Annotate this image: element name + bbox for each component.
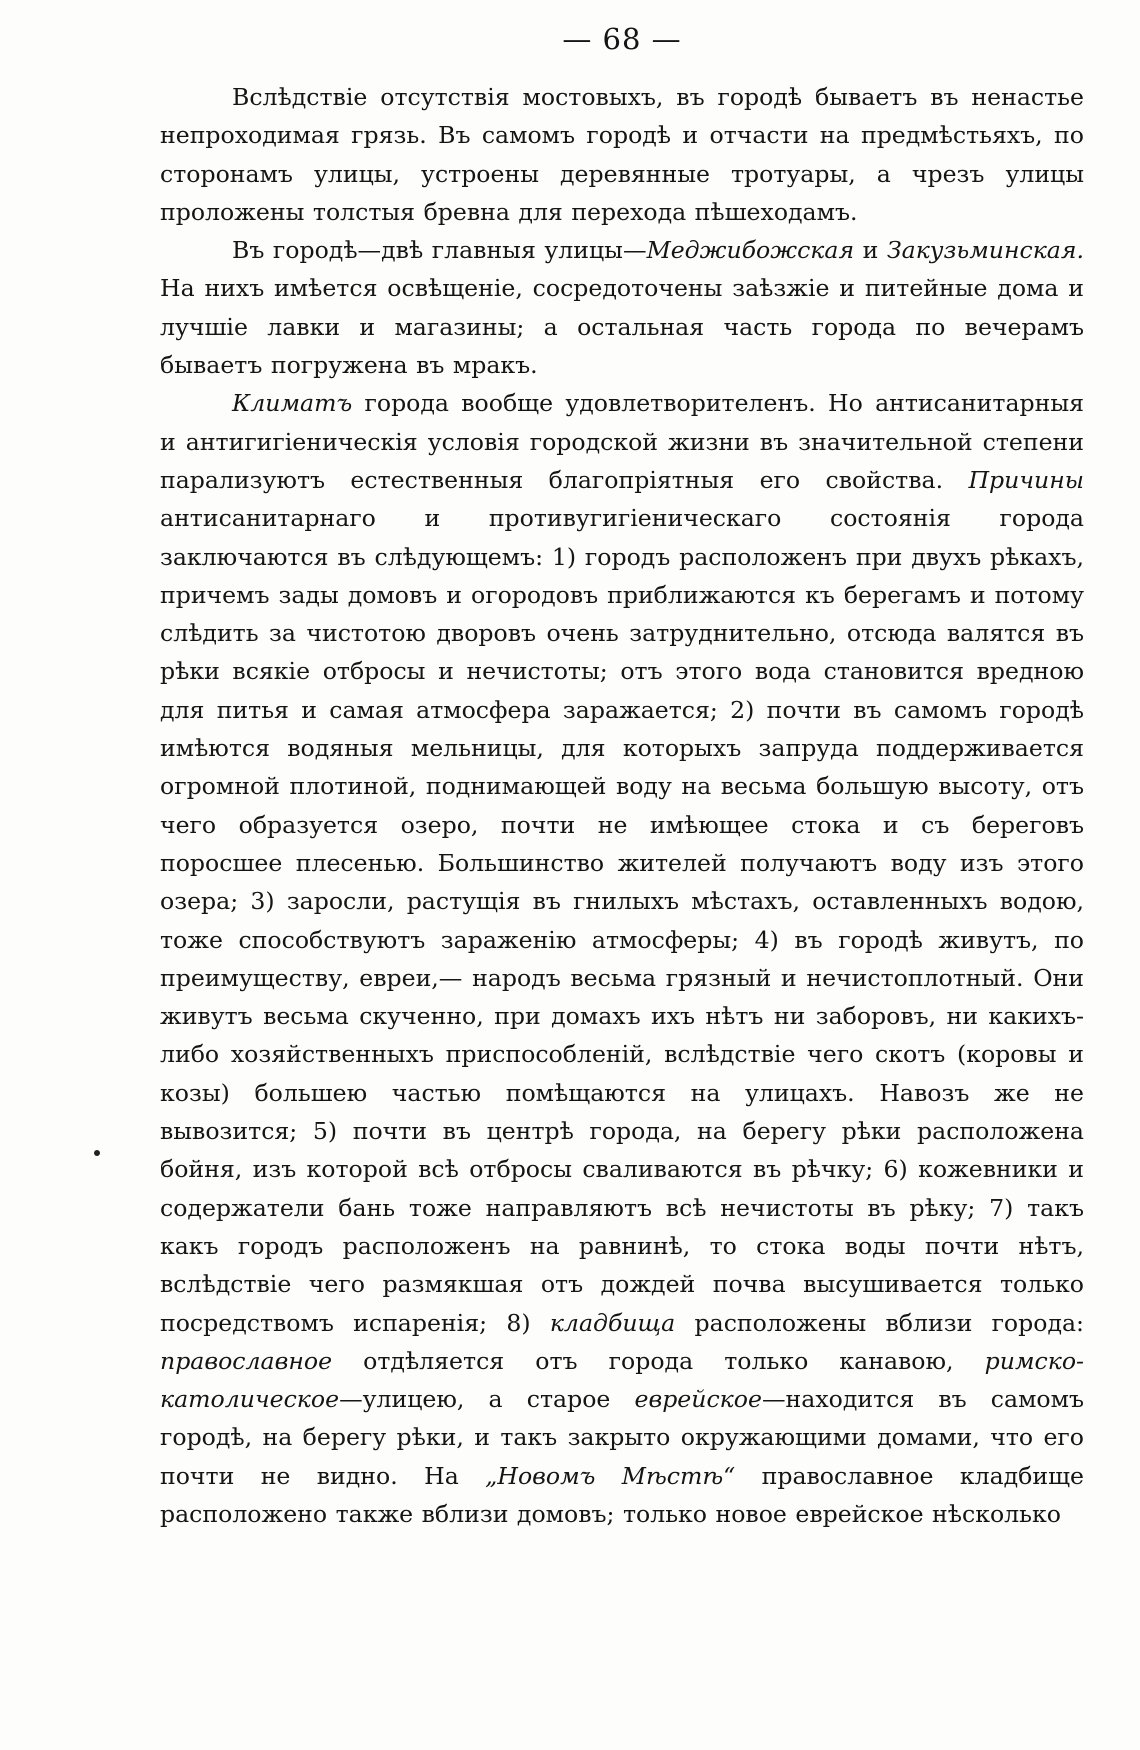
margin-dot bbox=[94, 1150, 100, 1156]
text-run: —улицею, а старое bbox=[339, 1385, 635, 1414]
italic-term: кладбища bbox=[549, 1308, 676, 1337]
text-run: и bbox=[854, 236, 887, 265]
text-run: города вообще удовлетворителенъ. Но антисанитарныя и антигигіеническія условія городской жизни въ значительной степени парализуютъ естественныя благопріятныя его свойства. bbox=[160, 389, 1084, 494]
text-run: —находится въ самомъ городѣ, на берегу рѣки, и такъ закрыто окружающими домами, что его почти не видно. На bbox=[160, 1385, 1084, 1490]
paragraph-main-streets bbox=[160, 231, 1084, 384]
text-run: На нихъ имѣется освѣщеніе, сосредоточены заѣзжіе и питейные дома и лучшіе лавки и магазины; а остальная часть города по вечерамъ бываетъ погружена въ мракъ. bbox=[160, 274, 1084, 380]
italic-term: еврейское bbox=[634, 1385, 762, 1414]
italic-term: римско-католическое bbox=[160, 1346, 1084, 1414]
text-run: Вслѣдствіе отсутствія мостовыхъ, въ городѣ бываетъ въ ненастье непроходимая грязь. Въ самомъ городѣ и отчасти на предмѣстьяхъ, по сторонамъ улицы, устроены деревянные тротуары, а чрезъ улицы проложены толстыя бревна для перехода пѣшеходамъ. bbox=[160, 83, 1084, 226]
text-run: Въ городѣ—двѣ главныя улицы— bbox=[232, 236, 647, 265]
text-run: православное кладбище расположено также вблизи домовъ; только новое еврейское нѣсколько bbox=[160, 1461, 1084, 1528]
italic-term: Меджибожская bbox=[646, 236, 855, 265]
text-run: антисанитарнаго и противугигіеническаго состоянія города заключаются въ слѣдующемъ: 1) городъ расположенъ при двухъ рѣкахъ, причемъ зады домовъ и огородовъ приближаются къ берегамъ и потому слѣдить за чистотою дворовъ очень затруднительно, отсюда валятся въ рѣки всякіе отбросы и нечистоты; отъ этого вода становится вредною для питья и самая атмосфера заражается; 2) почти въ самомъ городѣ имѣются водяныя мельницы, для которыхъ запруда поддерживается огромной плотиной, поднимающей воду на весьма большую высоту, отъ чего образуется озеро, почти не имѣющее стока и съ береговъ поросшее плесенью. Большинство жителей получаютъ воду изъ этого озера; 3) заросли, растущія въ гнилыхъ мѣстахъ, оставленныхъ водою, тоже способствуютъ зараженію атмосферы; 4) въ городѣ живутъ, по преимуществу, евреи,— народъ весьма грязный и нечистоплотный. Они живутъ весьма скученно, при домахъ ихъ нѣтъ ни заборовъ, ни какихъ-либо хозяйственныхъ приспособленій, вслѣдствіе чего скотъ (коровы и козы) большею частью помѣщаются на улицахъ. Навозъ же не вывозится; 5) почти въ центрѣ города, на берегу рѣки расположена бойня, изъ которой всѣ отбросы сваливаются въ рѣчку; 6) кожевники и содержатели бань тоже направляютъ всѣ нечистоты въ рѣку; 7) такъ какъ городъ расположенъ на равнинѣ, то стока воды почти нѣтъ, вслѣдствіе чего размякшая отъ дождей почва высушивается только посредствомъ испаренія; 8) bbox=[160, 504, 1084, 1337]
italic-term: Климатъ bbox=[232, 389, 353, 418]
page-number: — 68 — bbox=[562, 22, 682, 56]
text-run: отдѣляется отъ города только канавою, bbox=[332, 1346, 985, 1375]
italic-term: Причины bbox=[968, 465, 1084, 494]
paragraph-sidewalks bbox=[160, 78, 1084, 231]
paragraph-climate bbox=[160, 384, 1084, 1533]
italic-term: Закузьминская. bbox=[886, 236, 1084, 265]
italic-term: православное bbox=[160, 1346, 333, 1375]
text-run: расположены вблизи города: bbox=[675, 1308, 1084, 1337]
italic-term: „Новомъ Мѣстѣ“ bbox=[485, 1461, 736, 1490]
